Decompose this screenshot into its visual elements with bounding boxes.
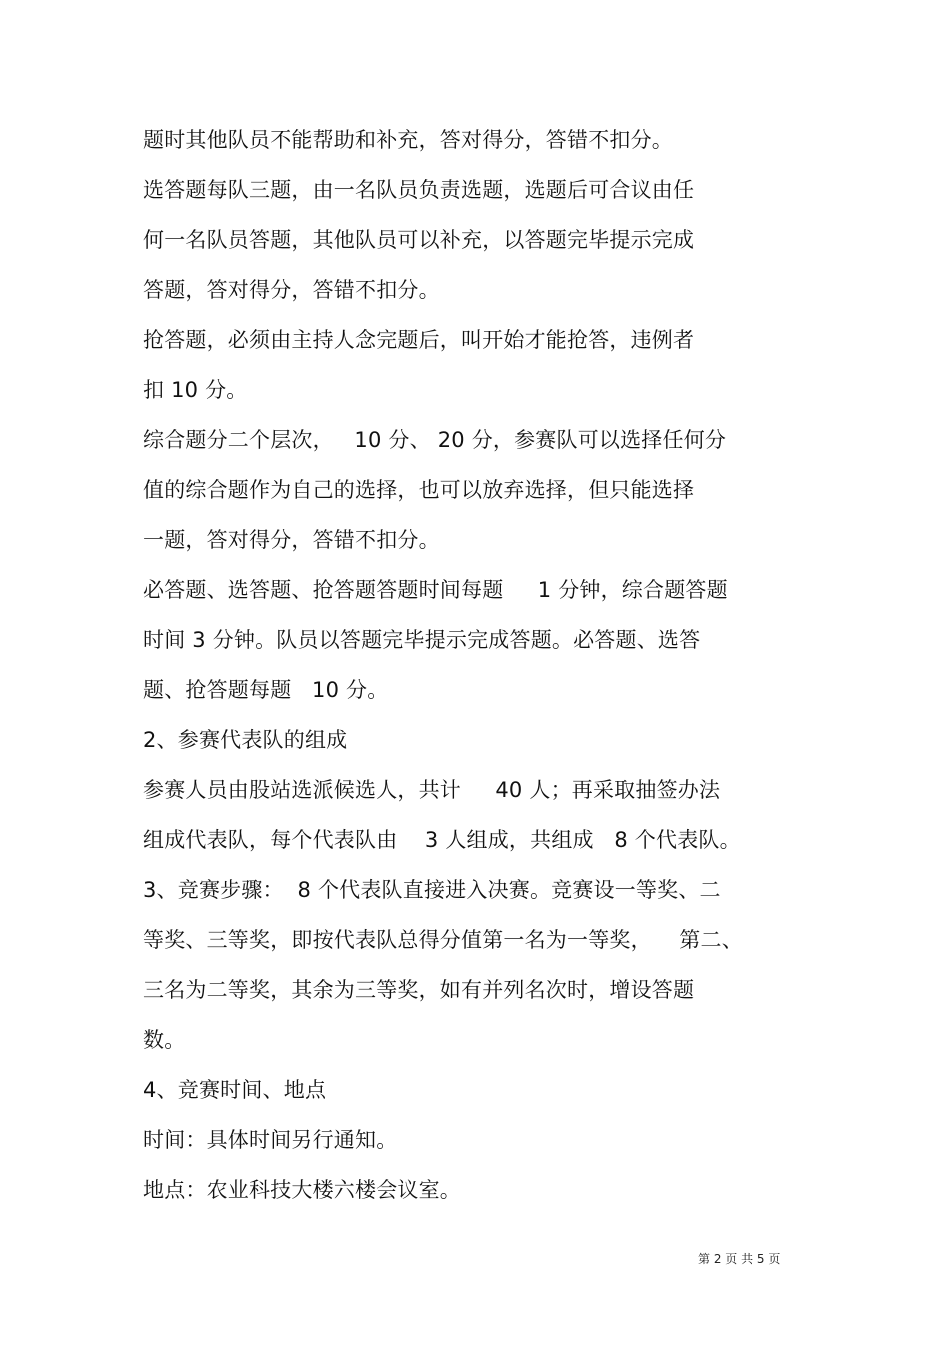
time-line: 时间：具体时间另行通知。 xyxy=(143,1128,398,1152)
text-line-15: 组成代表队，每个代表队由 3 人组成，共组成 8 个代表队。 xyxy=(143,828,741,852)
text-line-17: 等奖、三等奖，即按代表队总得分值第一名为一等奖， 第二、 xyxy=(143,928,743,952)
text-line-6: 扣 10 分。 xyxy=(143,378,248,402)
text-line-1: 题时其他队员不能帮助和补充，答对得分，答错不扣分。 xyxy=(143,128,673,152)
text-line-9: 一题，答对得分，答错不扣分。 xyxy=(143,528,440,552)
text-line-7: 综合题分二个层次， 10 分、 20 分，参赛队可以选择任何分 xyxy=(143,428,727,452)
text-line-2: 选答题每队三题，由一名队员负责选题，选题后可合议由任 xyxy=(143,178,695,202)
text-line-18: 三名为二等奖，其余为三等奖，如有并列名次时，增设答题 xyxy=(143,978,695,1002)
text-line-4: 答题，答对得分，答错不扣分。 xyxy=(143,278,440,302)
text-line-3: 何一名队员答题，其他队员可以补充，以答题完毕提示完成 xyxy=(143,228,695,252)
text-line-19: 数。 xyxy=(143,1028,186,1052)
text-line-8: 值的综合题作为自己的选择，也可以放弃选择，但只能选择 xyxy=(143,478,695,502)
text-line-14: 参赛人员由股站选派候选人，共计 40 人；再采取抽签办法 xyxy=(143,778,721,802)
section-heading-4: 4、竞赛时间、地点 xyxy=(143,1078,327,1102)
text-line-12: 题、抢答题每题 10 分。 xyxy=(143,678,389,702)
text-line-5: 抢答题，必须由主持人念完题后，叫开始才能抢答，违例者 xyxy=(143,328,695,352)
location-line: 地点：农业科技大楼六楼会议室。 xyxy=(143,1178,461,1202)
section-heading-2: 2、参赛代表队的组成 xyxy=(143,728,348,752)
page-number: 第 2 页 共 5 页 xyxy=(698,1252,781,1266)
text-line-11: 时间 3 分钟。队员以答题完毕提示完成答题。必答题、选答 xyxy=(143,628,701,652)
section-heading-3: 3、竞赛步骤： 8 个代表队直接进入决赛。竞赛设一等奖、二 xyxy=(143,878,721,902)
text-line-10: 必答题、选答题、抢答题答题时间每题 1 分钟，综合题答题 xyxy=(143,578,728,602)
